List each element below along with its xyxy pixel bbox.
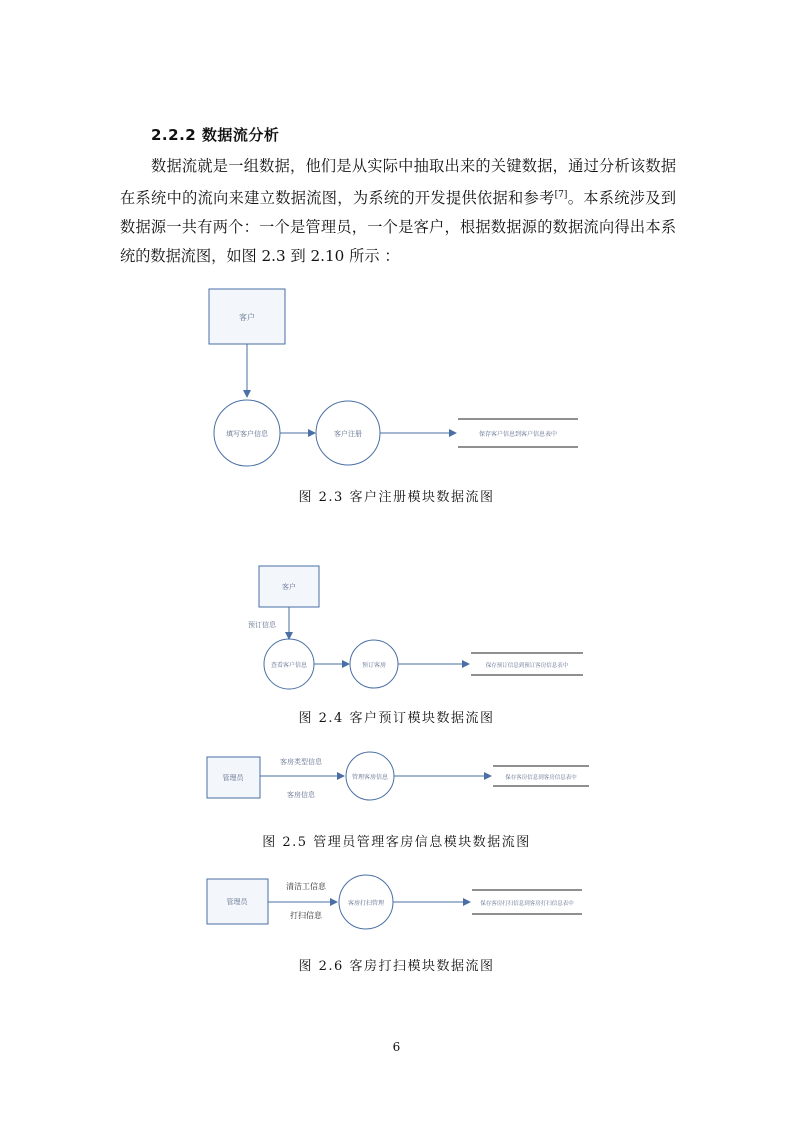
figure-2-4 xyxy=(248,566,583,689)
entity-label: 客户 xyxy=(282,583,296,591)
data-store-label: 保存客户信息到客户信息表中 xyxy=(478,431,558,438)
entity-label: 管理员 xyxy=(222,774,244,782)
entity-label: 管理员 xyxy=(226,898,248,906)
figure-caption-2-5: 图 2.5 管理员管理客房信息模块数据流图 xyxy=(262,835,531,850)
figure-caption-2-3: 图 2.3 客户注册模块数据流图 xyxy=(298,490,495,505)
citation-ref: [7] xyxy=(554,190,568,200)
process-label: 客户注册 xyxy=(334,430,362,438)
data-store-label: 保存客房打扫信息到客房打扫信息表中 xyxy=(480,901,574,907)
process-label: 填写客户信息 xyxy=(226,430,268,438)
figure-2-6 xyxy=(207,875,582,929)
data-store-label: 保存客房信息到客房信息表中 xyxy=(505,775,577,781)
paragraph-text-1: 数据流就是一组数据，他们是从实际中抽取出来的关键数据，通过分析该数据在系统中的流向来建立数据流图，为系统的开发提供依据和参考 xyxy=(120,157,676,208)
flow-label: 打扫信息 xyxy=(290,911,322,920)
entity-label: 客户 xyxy=(239,313,255,322)
section-heading: 2.2.2 数据流分析 xyxy=(151,126,280,144)
flow-label: 客房类型信息 xyxy=(280,758,322,766)
data-store-label: 保存预订信息到预订客房信息表中 xyxy=(485,663,569,669)
figure-caption-2-4: 图 2.4 客户预订模块数据流图 xyxy=(298,711,495,726)
page-number: 6 xyxy=(392,1040,401,1054)
process-label: 客房打扫管理 xyxy=(347,900,385,907)
figure-2-3 xyxy=(209,289,578,466)
process-label: 预订客房 xyxy=(361,662,387,669)
figure-2-5 xyxy=(207,752,589,800)
process-label: 管理客房信息 xyxy=(351,774,389,781)
figure-caption-2-6: 图 2.6 客房打扫模块数据流图 xyxy=(298,959,495,974)
flow-label: 清洁工信息 xyxy=(286,882,326,891)
paragraph-text-2: 。本系统涉及到数据源一共有两个：一个是管理员，一个是客户，根据数据源的数据流向得出本系统的数据流图，如图 2.3 到 2.10 所示 ： xyxy=(120,189,677,266)
flow-label: 客房信息 xyxy=(287,791,315,799)
process-label: 查看客户信息 xyxy=(270,662,308,669)
flow-label: 预订信息 xyxy=(248,621,276,629)
